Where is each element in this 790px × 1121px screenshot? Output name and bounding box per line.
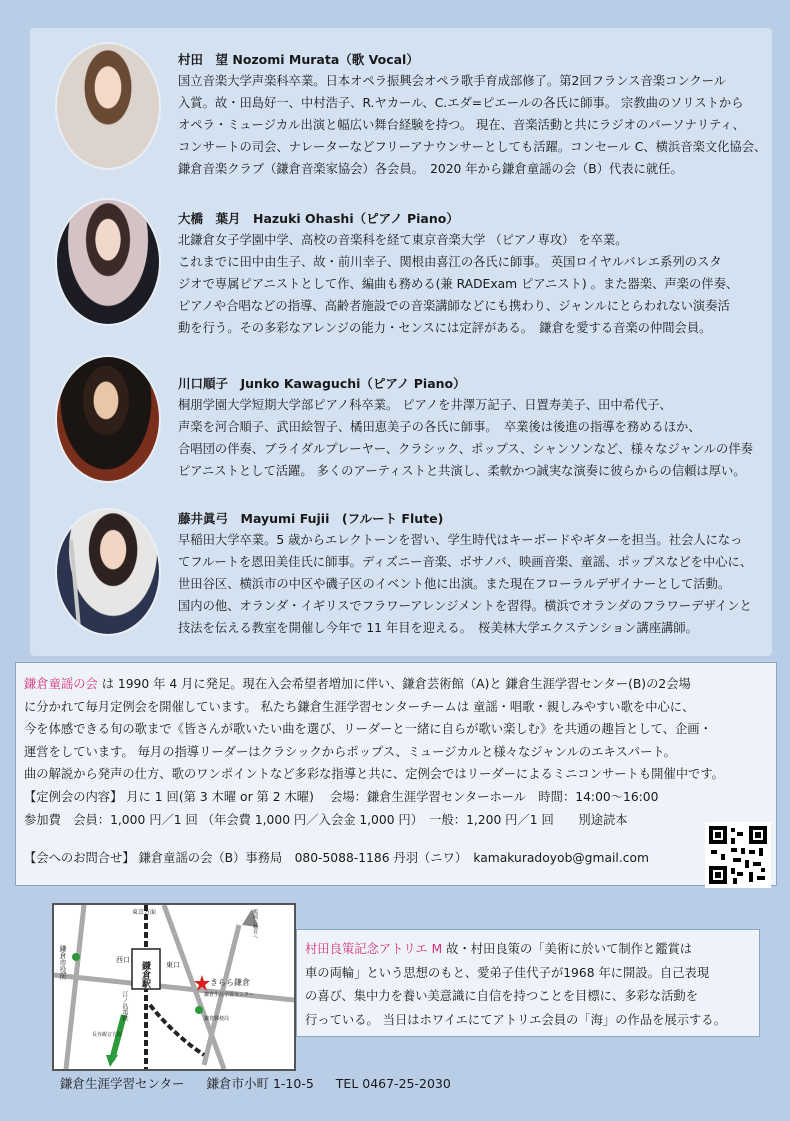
bio-line: 北鎌倉女子学園中学、高校の音楽科を経て東京音楽大学 （ピアノ専攻） を卒業。 <box>178 233 628 247</box>
artist-name: 村田 望 Nozomi Murata（歌 Vocal） <box>178 52 419 67</box>
artist-bio <box>178 529 778 639</box>
map-label: 鶴岡八幡宮へ <box>252 909 258 939</box>
artist-name: 大橋 葉月 Hazuki Ohashi（ピアノ Piano） <box>178 211 459 226</box>
map-label: 西口 <box>116 956 130 964</box>
atelier-info-box <box>296 929 760 1037</box>
bio-line: コンサートの司会、ナレーターなどフリーアナウンサーとしても活躍。コンセール C、横浜音楽文化協会、 <box>178 140 767 154</box>
artist-name: 川口順子 Junko Kawaguchi（ピアノ Piano） <box>178 376 466 391</box>
club-title: 鎌倉童謡の会 <box>24 677 98 691</box>
artist-name: 藤井眞弓 Mayumi Fujii (フルート Flute) <box>178 511 444 526</box>
bio-line: 国立音楽大学声楽科卒業。日本オペラ振興会オペラ歌手育成部修了。第2回フランス音楽コンクール <box>178 74 727 88</box>
club-line: 運営をしています。 毎月の指導リーダーはクラシックからポップス、ミュージカルと様々なジャンルのエキスパート。 <box>24 744 676 759</box>
bio-line: ジオで専属ピアニストとして作、編曲も務める(兼 RADExam ピアニスト) 。また器楽、声楽の伴奏、 <box>178 277 739 291</box>
atelier-line: の喜び、集中力を養い美意識に自信を持つことを目標に、多彩な活動を <box>305 989 699 1003</box>
map-label: きらら鎌倉 <box>210 978 250 987</box>
bio-line: 鎌倉音楽クラブ（鎌倉音楽家協会）各会員。 2020 年から鎌倉童謡の会（B）代表に就任。 <box>178 162 683 176</box>
address-line <box>60 1074 469 1092</box>
bio-line: 合唱団の伴奏、ブライダルプレーヤー、クラシック、ポップス、シャンソンなど、様々なジャンルの伴奏 <box>178 442 753 456</box>
map-label: 鎌倉駅 <box>140 961 150 988</box>
map-label: 鎌倉市役所 <box>59 945 67 980</box>
atelier-line: 行っている。 当日はホワイエにてアトリエ会員の「海」の作品を展示する。 <box>305 1012 726 1027</box>
club-line: 今を体感できる旬の歌まで《皆さんが歌いたい曲を選び、リーダーと一緒に自らが歌い楽しむ》を共通の趣旨として、企画・ <box>24 722 712 737</box>
flute-icon <box>57 510 159 634</box>
club-text: は 1990 年 4 月に発足。現在入会希望者増加に伴い、鎌倉芸術館（A)と 鎌倉生涯学習センター(B)の2会場 <box>97 677 691 691</box>
access-map <box>52 903 296 1071</box>
bio-line: 桐朋学園大学短期大学部ピアノ科卒業。 ピアノを井澤万記子、日置寿美子、田中希代子、 <box>178 398 672 412</box>
artist-bio <box>178 70 778 180</box>
artist-bio <box>178 229 778 339</box>
club-contact: 【会へのお問合せ】 鎌倉童謡の会（B）事務局 080-5088-1186 丹羽（ニワ） kamakuradoyob@gmail.com <box>24 851 649 866</box>
photo-mayumi-fujii <box>55 508 161 636</box>
qr-code-icon <box>705 822 771 888</box>
map-label: 鎌倉生涯学習センター <box>204 992 254 998</box>
bio-line: 技法を伝える教室を開催し今年で 11 年目を迎える。 桜美林大学エクステンション講座講師。 <box>178 621 698 635</box>
bio-line: 入賞。故・田島好一、中村浩子、R.ヤカール、C.エダ=ピエールの各氏に師事。 宗教曲のソリストから <box>178 96 744 110</box>
map-label: 東口 <box>166 961 180 969</box>
bio-line: 動を行う。その多彩なアレンジの能力・センスには定評がある。 鎌倉を愛する音楽の仲間会員。 <box>178 321 712 335</box>
qr-code[interactable] <box>705 822 771 888</box>
bio-line: ピアニストとして活躍。 多くのアーティストと共演し、柔軟かつ誠実な演奏に彼らからの信頼は厚い。 <box>178 464 746 478</box>
club-info-box <box>15 662 777 886</box>
bio-line: これまでに田中由生子、故・前川幸子、関根由喜江の各氏に師事。 英国ロイヤルバレエ系列のスタ <box>178 255 722 269</box>
map-label: 長谷観音方面 <box>92 1032 123 1038</box>
map-label: 鎌倉郵便局 <box>204 1016 230 1022</box>
atelier-line <box>305 938 726 962</box>
bio-line: オペラ・ミュージカル出演と幅広い舞台経験を持つ。 現在、音楽活動と共にラジオのパーソナリティ、 <box>178 118 745 132</box>
artist-bio <box>178 394 778 482</box>
club-line: 【定例会の内容】 月に 1 回(第 3 木曜 or 第 2 木曜) 会場：鎌倉生涯学習センターホール 時間：14:00～16:00 <box>24 789 659 804</box>
address-place: 鎌倉生涯学習センター <box>60 1076 185 1091</box>
photo-junko-kawaguchi <box>55 355 161 483</box>
address-street: 鎌倉市小町 1-10-5 <box>206 1076 314 1091</box>
star-icon <box>194 975 210 991</box>
bio-line: てフルートを恩田美佳氏に師事。ディズニー音楽、ボサノバ、映画音楽、童謡、ポップスなどを中心に、 <box>178 555 753 569</box>
bio-line: ピアノや合唱などの指導、高齢者施設での音楽講師などにも携わり、ジャンルにとらわれない演奏活 <box>178 299 730 313</box>
address-tel[interactable]: TEL 0467-25-2030 <box>335 1076 451 1091</box>
bio-line: 国内の他、オランダ・イギリスでフラワーアレンジメントを習得。横浜でオランダのフラワーデザインと <box>178 599 752 613</box>
map-label: 江ノ島電鉄 <box>121 991 128 1021</box>
bio-line: 早稲田大学卒業。5 歳からエレクトーンを習い、学生時代はキーボードやギターを担当。社会人になっ <box>178 533 743 547</box>
photo-hazuki-ohashi <box>55 198 161 326</box>
bio-line: 声楽を河合順子、武田絵智子、橘田恵美子の各氏に師事。 卒業後は後進の指導を務めるほか、 <box>178 420 701 434</box>
photo-nozomi-murata <box>55 42 161 170</box>
map-label: 東京方面 <box>132 909 157 916</box>
club-line: に分かれて毎月定例会を開催しています。 私たち鎌倉生涯学習センターチームは 童謡・唱歌・親しみやすい歌を中心に、 <box>24 699 695 714</box>
club-line: 曲の解説から発声の仕方、歌のワンポイントなど多彩な指導と共に、定例会ではリーダーによるミニコンサートも開催中です。 <box>24 767 724 782</box>
bio-line: 世田谷区、横浜市の中区や磯子区のイベント他に出演。また現在フローラルデザイナーとして活動。 <box>178 577 731 591</box>
atelier-title: 村田良策記念アトリエ M <box>305 942 443 956</box>
atelier-line: 車の両輪」という思想のもと、愛弟子佳代子が1968 年に開設。自己表現 <box>305 965 710 980</box>
atelier-text: 故・村田良策の「美術に於いて制作と鑑賞は <box>442 942 693 956</box>
club-line <box>24 673 764 696</box>
club-line: 参加費 会員：1,000 円／1 回 （年会費 1,000 円／入会金 1,000 円） 一般：1,200 円／1 回 別途読本 <box>24 812 628 827</box>
